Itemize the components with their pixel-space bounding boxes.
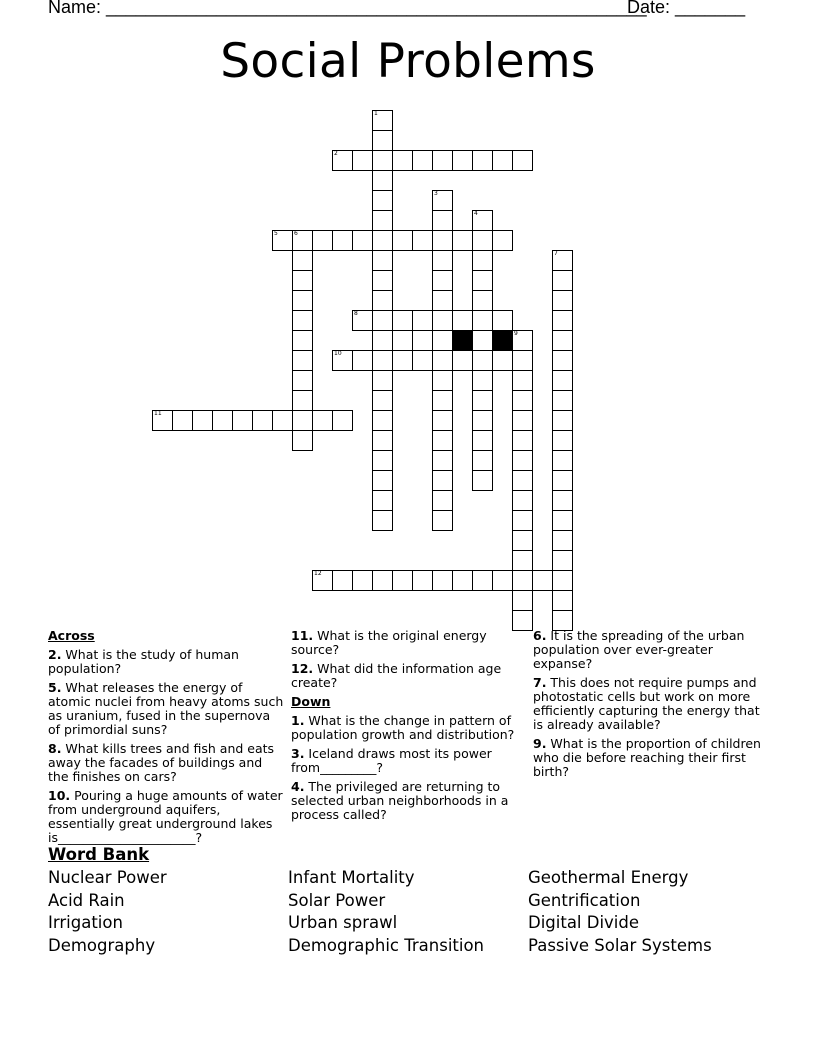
clue-number: 2 [334,150,338,157]
crossword-cell[interactable] [512,410,533,431]
crossword-cell[interactable] [372,370,393,391]
crossword-cell[interactable] [552,310,573,331]
crossword-cell[interactable] [372,390,393,411]
crossword-cell[interactable] [372,450,393,471]
crossword-cell[interactable] [512,330,533,351]
crossword-cell[interactable] [512,510,533,531]
crossword-cell[interactable] [452,230,473,251]
word-bank-item: Infant Mortality [288,868,415,887]
crossword-cell[interactable] [352,570,373,591]
crossword-cell[interactable] [512,370,533,391]
crossword-cell[interactable] [512,350,533,371]
crossword-cell[interactable] [292,310,313,331]
crossword-cell[interactable] [552,410,573,431]
word-bank-column-1 [48,867,167,957]
crossword-cell[interactable] [432,410,453,431]
crossword-cell[interactable] [432,350,453,371]
crossword-cell[interactable] [432,470,453,491]
crossword-cell[interactable] [552,550,573,571]
crossword-cell[interactable] [292,290,313,311]
crossword-cell[interactable] [372,490,393,511]
crossword-cell[interactable] [432,290,453,311]
clue-down-3: 3. Iceland draws most its power from_________? [291,746,492,775]
crossword-cell[interactable] [552,530,573,551]
crossword-cell[interactable] [492,570,513,591]
crossword-cell[interactable] [492,310,513,331]
crossword-cell[interactable] [552,590,573,611]
crossword-cell[interactable] [312,410,333,431]
crossword-cell[interactable] [192,410,213,431]
crossword-cell[interactable] [552,350,573,371]
crossword-cell[interactable] [392,310,413,331]
crossword-cell[interactable] [292,430,313,451]
crossword-cell[interactable] [392,150,413,171]
crossword-cell[interactable] [472,410,493,431]
crossword-cell[interactable] [472,350,493,371]
crossword-cell[interactable] [392,570,413,591]
word-bank-column-2 [288,867,484,957]
word-bank-item: Nuclear Power [48,868,167,887]
crossword-cell[interactable] [552,490,573,511]
crossword-cell[interactable] [292,410,313,431]
word-bank-item: Geothermal Energy [528,868,689,887]
crossword-cell[interactable] [512,150,533,171]
across-heading: Across [48,628,95,643]
clue-across-8: 8. What kills trees and fish and eats away the facades of buildings and the finishes on cars? [48,741,275,784]
crossword-cell[interactable] [492,350,513,371]
crossword-cell[interactable] [432,150,453,171]
crossword-cell[interactable] [412,150,433,171]
crossword-cell[interactable] [372,130,393,151]
crossword-cell[interactable] [552,250,573,271]
crossword-cell[interactable] [412,310,433,331]
crossword-cell[interactable] [552,390,573,411]
crossword-cell[interactable] [532,570,553,591]
word-bank-item: Demographic Transition [288,935,485,955]
crossword-cell[interactable] [432,190,453,211]
clue-across-12: 12. What did the information age create? [291,661,502,690]
crossword-cell[interactable] [552,430,573,451]
crossword-cell[interactable] [432,430,453,451]
down-heading: Down [291,694,331,709]
crossword-cell[interactable] [372,330,393,351]
crossword-cell[interactable] [452,570,473,591]
clue-across-11: 11. What is the original energy source? [291,628,487,657]
word-bank-item: Digital Divide [528,913,640,932]
clue-down-1: 1. What is the change in pattern of population growth and distribution? [291,713,515,742]
crossword-cell[interactable] [272,230,293,251]
crossword-cell[interactable] [312,230,333,251]
word-bank-column-3 [528,867,712,957]
clue-number: 5 [274,230,278,237]
crossword-cell[interactable] [352,150,373,171]
date-field: Date: _______ [627,0,746,17]
crossword-cell[interactable] [332,570,353,591]
crossword-cell[interactable] [232,410,253,431]
crossword-cell[interactable] [372,410,393,431]
clue-down-7: 7. This does not require pumps and photostatic cells but work on more efficiently capturing the energy that is already available? [533,675,760,732]
crossword-cell[interactable] [432,510,453,531]
crossword-cell[interactable] [352,310,373,331]
crossword-cell[interactable] [372,510,393,531]
crossword-cell[interactable] [292,390,313,411]
name-field: Name: ______________________________________________________ [48,0,647,17]
crossword-cell[interactable] [292,230,313,251]
word-bank-item: Acid Rain [48,890,125,910]
clue-number: 10 [334,350,342,357]
crossword-cell[interactable] [172,410,193,431]
crossword-cell[interactable] [512,390,533,411]
crossword-cell[interactable] [432,450,453,471]
clue-number: 9 [514,330,518,337]
crossword-cell[interactable] [512,430,533,451]
crossword-cell[interactable] [552,330,573,351]
crossword-cell[interactable] [472,150,493,171]
clue-number: 1 [374,110,378,117]
crossword-cell[interactable] [372,430,393,451]
crossword-cell[interactable] [372,470,393,491]
clues-column-3 [533,629,773,784]
crossword-cell[interactable] [372,170,393,191]
crossword-cell[interactable] [352,350,373,371]
word-bank-item: Irrigation [48,913,123,932]
crossword-cell[interactable] [512,530,533,551]
crossword-cell[interactable] [432,250,453,271]
crossword-cell[interactable] [432,490,453,511]
crossword-cell[interactable] [472,210,493,231]
word-bank-item: Passive Solar Systems [528,935,712,955]
clue-across-10: 10. Pouring a huge amounts of water from underground aquifers, essentially great underground lakes is______________________? [48,788,283,845]
crossword-cell[interactable] [452,150,473,171]
crossword-cell[interactable] [152,410,173,431]
clues-column-1 [48,629,286,850]
clue-across-2: 2. What is the study of human population? [48,647,239,676]
crossword-cell[interactable] [472,470,493,491]
clue-number: 4 [474,210,478,217]
word-bank-item: Gentrification [528,890,641,910]
crossword-cell[interactable] [432,230,453,251]
crossword-cell[interactable] [352,230,373,251]
crossword-cell[interactable] [412,330,433,351]
word-bank-item: Urban sprawl [288,913,398,932]
crossword-cell[interactable] [332,230,353,251]
crossword-cell[interactable] [392,330,413,351]
clue-down-6: 6. It is the spreading of the urban population over ever-greater expanse? [533,628,745,671]
crossword-blocked-cell [452,330,473,351]
crossword-cell[interactable] [392,230,413,251]
crossword-cell[interactable] [512,590,533,611]
crossword-cell[interactable] [392,350,413,371]
word-bank-item: Solar Power [288,890,386,910]
crossword-cell[interactable] [472,390,493,411]
crossword-cell[interactable] [332,410,353,431]
crossword-cell[interactable] [512,610,533,631]
clue-number: 7 [554,250,558,257]
crossword-cell[interactable] [512,550,533,571]
word-bank-title: Word Bank [48,845,150,864]
crossword-cell[interactable] [372,290,393,311]
crossword-cell[interactable] [472,450,493,471]
crossword-cell[interactable] [472,250,493,271]
crossword-cell[interactable] [372,230,393,251]
clue-number: 8 [354,310,358,317]
crossword-cell[interactable] [312,570,333,591]
crossword-cell[interactable] [552,570,573,591]
crossword-cell[interactable] [472,570,493,591]
crossword-cell[interactable] [432,390,453,411]
crossword-cell[interactable] [472,290,493,311]
word-bank-item: Demography [48,935,156,955]
crossword-cell[interactable] [432,570,453,591]
crossword-cell[interactable] [472,330,493,351]
crossword-cell[interactable] [472,230,493,251]
crossword-cell[interactable] [492,150,513,171]
crossword-cell[interactable] [332,350,353,371]
crossword-cell[interactable] [552,450,573,471]
crossword-cell[interactable] [432,330,453,351]
crossword-cell[interactable] [372,250,393,271]
crossword-cell[interactable] [552,370,573,391]
page-title: Social Problems [220,34,596,89]
crossword-cell[interactable] [292,250,313,271]
crossword-cell[interactable] [412,570,433,591]
clue-number: 3 [434,190,438,197]
crossword-cell[interactable] [512,470,533,491]
crossword-cell[interactable] [512,570,533,591]
crossword-cell[interactable] [452,350,473,371]
crossword-cell[interactable] [412,230,433,251]
crossword-cell[interactable] [552,290,573,311]
clue-number: 11 [154,410,162,417]
crossword-cell[interactable] [472,430,493,451]
crossword-cell[interactable] [512,490,533,511]
crossword-cell[interactable] [432,310,453,331]
crossword-cell[interactable] [472,370,493,391]
crossword-cell[interactable] [372,570,393,591]
crossword-cell[interactable] [292,270,313,291]
crossword-cell[interactable] [292,370,313,391]
clue-down-4: 4. The privileged are returning to selected urban neighborhoods in a process called? [291,779,509,822]
crossword-cell[interactable] [272,410,293,431]
crossword-cell[interactable] [292,350,313,371]
crossword-cell[interactable] [332,150,353,171]
crossword-cell[interactable] [432,270,453,291]
crossword-cell[interactable] [432,370,453,391]
crossword-cell[interactable] [472,270,493,291]
crossword-cell[interactable] [552,470,573,491]
crossword-cell[interactable] [372,270,393,291]
crossword-cell[interactable] [212,410,233,431]
crossword-cell[interactable] [492,230,513,251]
crossword-cell[interactable] [472,310,493,331]
crossword-cell[interactable] [512,450,533,471]
clue-number: 6 [294,230,298,237]
crossword-cell[interactable] [552,510,573,531]
crossword-cell[interactable] [372,310,393,331]
crossword-cell[interactable] [412,350,433,371]
crossword-cell[interactable] [372,110,393,131]
clue-number: 12 [314,570,322,577]
crossword-cell[interactable] [292,330,313,351]
crossword-blocked-cell [492,330,513,351]
crossword-cell[interactable] [432,210,453,231]
clue-down-9: 9. What is the proportion of children who die before reaching their first birth? [533,736,761,779]
clue-across-5: 5. What releases the energy of atomic nuclei from heavy atoms such as uranium, fused in the supernova of primordial suns? [48,680,284,737]
crossword-cell[interactable] [372,350,393,371]
crossword-cell[interactable] [452,310,473,331]
crossword-cell[interactable] [372,150,393,171]
crossword-cell[interactable] [252,410,273,431]
crossword-cell[interactable] [372,210,393,231]
crossword-cell[interactable] [372,190,393,211]
clues-column-2 [291,629,523,827]
crossword-cell[interactable] [552,270,573,291]
